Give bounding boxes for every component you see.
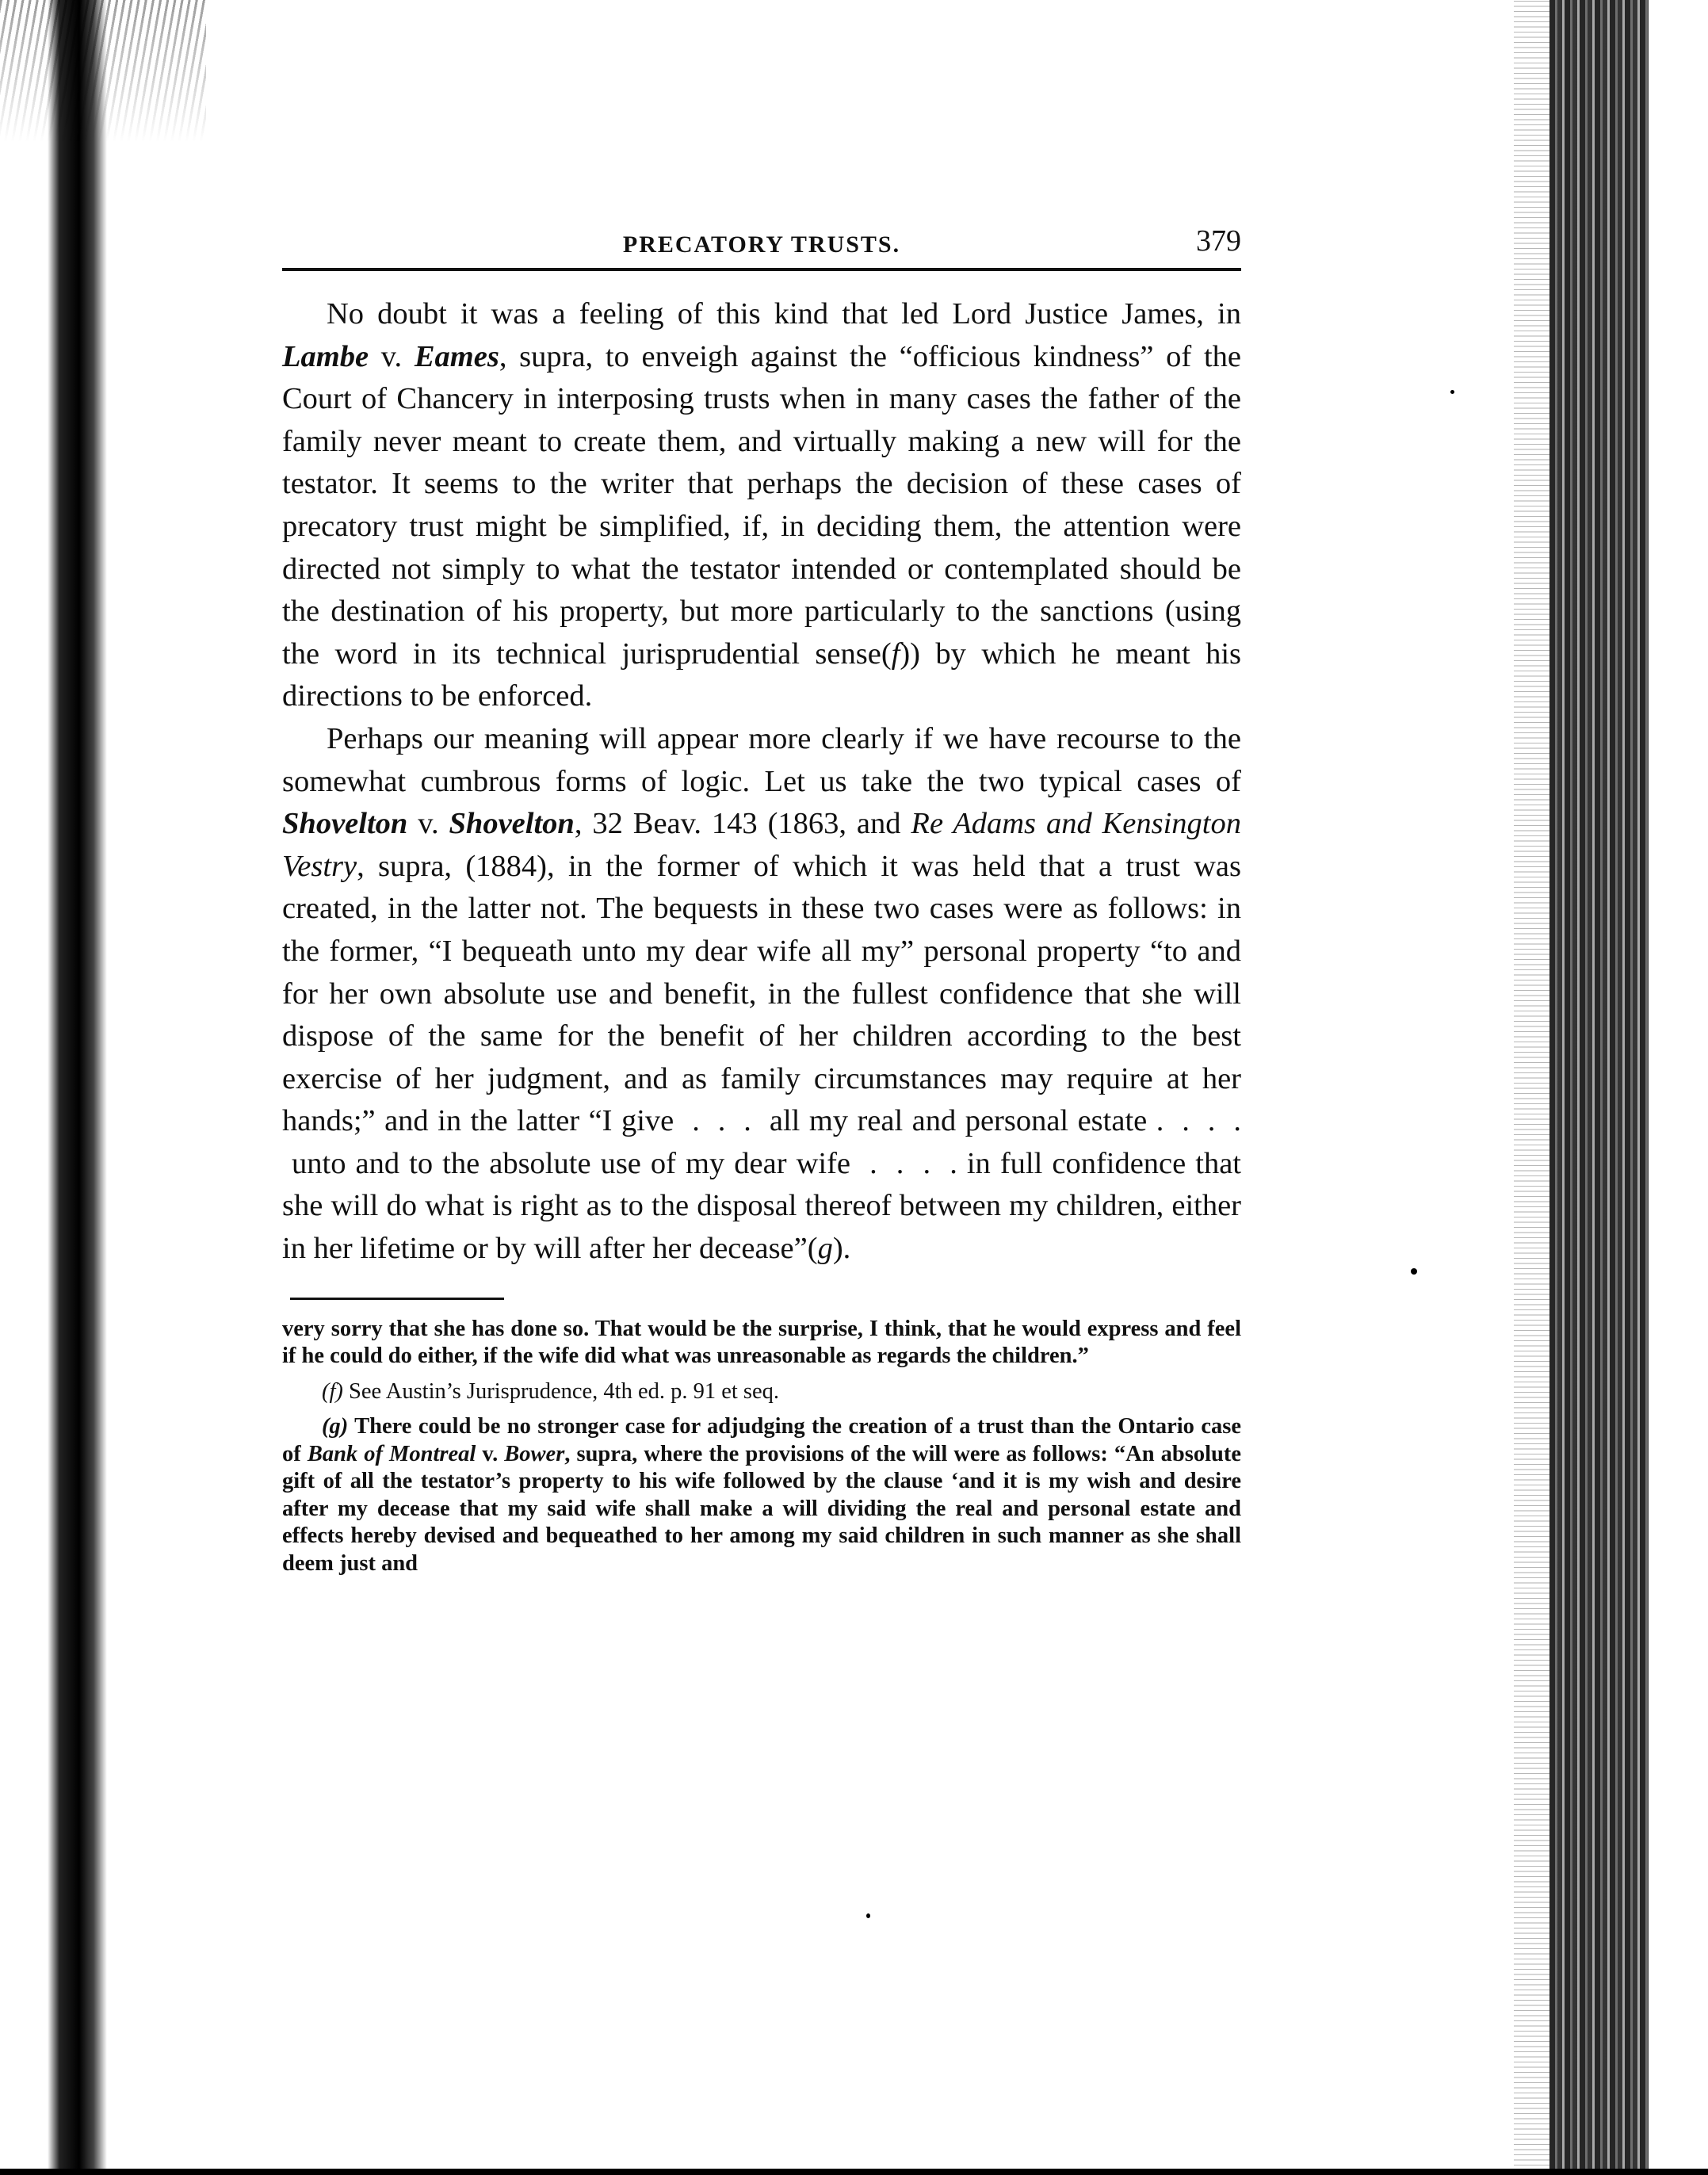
footnote-text: There could be no stronger case for adjudging the creation of a trust than the Ontario case of [282,1414,1241,1466]
footnote-label: (f) [322,1378,343,1404]
case-name: Lambe [282,339,369,373]
text-run: Perhaps our meaning will appear more clearly if we have recourse to the somewhat cumbrous forms of logic. Let us take the two typical cases of [282,721,1241,798]
scan-bottom-edge [0,2169,1708,2175]
case-name: Bank of Montreal [307,1441,476,1466]
text-run: ). [832,1232,851,1266]
body-text [282,293,1241,1271]
text-run: , supra, (1884), in the former of which it was held that a trust was created, in the latter not. The bequests in these two cases were as follows: in the former, “I bequeath unto my dear wife all my” personal property “to and for her own absolute use and benefit, in the fullest confidence that she will dispose of the same for the benefit of her children according to the best exercise of her judgment, and as family circumstances may require at her hands;” and in the latter “I give . . . all my real and personal estate . . . . unto and to the absolute use of my dear wife . . . . in full confidence that she will do what is right as to the disposal thereof between my children, either in her lifetime or by will after her decease”( [282,849,1241,1266]
text-run: , 32 Beav. 143 (1863, and [574,807,911,841]
scan-noise-right-gap [1514,0,1549,2175]
footnotes [282,1316,1241,1578]
running-title: PRECATORY TRUSTS. [622,231,901,258]
scan-binding-shadow-left [0,0,107,2175]
case-name: Eames [414,339,499,373]
paragraph-1 [282,293,1241,718]
footnote-continued: very sorry that she has done so. That would be the surprise, I think, that he would express and feel if he could do either, if the wife did what was unreasonable as regards the children.” [282,1316,1241,1369]
footnote-rule [290,1298,504,1300]
scan-speck [1411,1268,1417,1275]
footnote-label: (g) [322,1414,349,1439]
footnote-ref-f: f [891,636,900,671]
scan-speck [1450,390,1454,394]
paragraph-2 [282,718,1241,1271]
case-name: Shovelton [449,807,575,841]
scan-noise-top-left [0,0,206,143]
case-name: Shovelton [282,807,408,841]
header-rule [282,268,1241,271]
text-run: v. [369,339,415,373]
case-name: Re Adams and Kensington Vestry [282,807,1242,883]
running-head [282,224,1241,268]
footnote-ref-g: g [817,1232,833,1266]
footnote-text: v. [476,1441,505,1466]
text-run: No doubt it was a feeling of this kind that led Lord Justice James, in [327,297,1241,331]
text-run: v. [407,807,449,841]
case-name: Bower [504,1441,565,1466]
footnote-f [282,1378,1241,1406]
footnote-g [282,1413,1241,1577]
scan-speck [866,1913,870,1918]
text-run: )) by which he meant his directions to be enforced. [282,636,1241,713]
page-number: 379 [1196,224,1241,258]
book-page [282,224,1241,1585]
text-run: , supra, to enveigh against the “officious kindness” of the Court of Chancery in interposing trusts when in many cases the father of the family never meant to create them, and virtually making a new will for the testator. It seems to the writer that perhaps the decision of these cases of precatory trust might be simplified, if, in deciding them, the attention were directed not simply to what the testator intended or contemplated should be the destination of his property, but more particularly to the sanctions (using the word in its technical jurisprudential sense( [282,339,1241,671]
footnote-text: See Austin’s Jurisprudence, 4th ed. p. 91 et seq. [342,1378,780,1404]
scan-binding-shadow-right [1549,0,1649,2175]
footnote-text: , supra, where the provisions of the will were as follows: “An absolute gift of all the testator’s property to his wife followed by the clause ‘and it is my wish and desire after my decease that my said wife shall make a will dividing the real and personal estate and effects hereby devised and bequeathed to her among my said children in such manner as she shall deem just and [282,1441,1241,1576]
